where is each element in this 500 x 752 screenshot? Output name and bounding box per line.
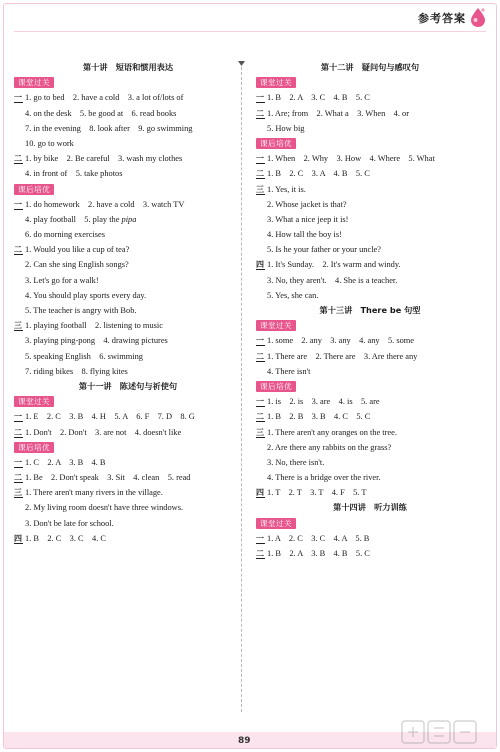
answer-row bbox=[256, 455, 484, 470]
section-tag: 课后培优 bbox=[14, 184, 54, 195]
section-tag: 课堂过关 bbox=[14, 77, 54, 88]
answer-row bbox=[14, 303, 242, 318]
answer-row bbox=[256, 90, 484, 105]
question-number: 一 bbox=[14, 457, 22, 467]
question-number: 一 bbox=[14, 199, 22, 209]
answer-text: 1. Be 2. Don't speak 3. Sit 4. clean 5. read bbox=[25, 473, 191, 483]
answer-text: 2. Can she sing English songs? bbox=[25, 260, 129, 270]
answer-text: 1. Would you like a cup of tea? bbox=[25, 245, 130, 255]
answer-text: 3. Don't be late for school. bbox=[25, 518, 114, 528]
answer-text: 1. B 2. B 3. B 4. C 5. C bbox=[267, 412, 371, 422]
answer-row bbox=[256, 470, 484, 485]
question-number: 一 bbox=[256, 397, 264, 407]
answer-row bbox=[14, 500, 242, 515]
question-number: 一 bbox=[256, 336, 264, 346]
question-number: 四 bbox=[256, 488, 264, 498]
answer-row bbox=[256, 531, 484, 546]
answer-text: 1. B 2. A 3. B 4. B 5. C bbox=[267, 549, 370, 558]
page-header-title: 参考答案 bbox=[418, 12, 466, 25]
answer-text: 1. There aren't many rivers in the village. bbox=[25, 488, 163, 498]
answer-text: 7. riding bikes 8. flying kites bbox=[25, 366, 128, 376]
answer-row bbox=[14, 409, 242, 424]
answer-row bbox=[256, 364, 484, 379]
answer-row bbox=[14, 273, 242, 288]
answer-text: 4. in front of 5. take photos bbox=[25, 169, 123, 179]
answer-row bbox=[256, 485, 484, 500]
question-number: 一 bbox=[14, 93, 22, 103]
answer-text: 1. C 2. A 3. B 4. B bbox=[25, 457, 106, 467]
answer-text: 1. A 2. C 3. C 4. A 5. B bbox=[267, 533, 370, 543]
header-rule bbox=[14, 31, 486, 32]
answer-text: 3. What a nice jeep it is! bbox=[267, 214, 349, 224]
answer-text: 5. The teacher is angry with Bob. bbox=[25, 306, 137, 315]
answer-text: 1. B 2. A 3. C 4. B 5. C bbox=[267, 93, 370, 103]
answer-row bbox=[256, 151, 484, 166]
answer-row bbox=[256, 182, 484, 197]
answer-text: 1. There are 2. There are 3. Are there any bbox=[267, 351, 418, 361]
answer-text: 1. Don't 2. Don't 3. are not 4. doesn't like bbox=[25, 427, 182, 437]
section-tag-row bbox=[256, 379, 484, 394]
question-number: 三 bbox=[14, 488, 22, 498]
question-number: 三 bbox=[14, 321, 22, 331]
answer-text: 2. Whose jacket is that? bbox=[267, 199, 347, 209]
answer-row bbox=[14, 333, 242, 348]
answer-text: 4. You should play sports every day. bbox=[25, 290, 147, 300]
lesson-title: 第十四讲 听力训练 bbox=[333, 502, 407, 513]
section-tag: 课堂过关 bbox=[256, 77, 296, 88]
answer-row bbox=[14, 349, 242, 364]
question-number: 二 bbox=[14, 473, 22, 483]
answer-text: 7. in the evening 8. look after 9. go swimming bbox=[25, 123, 193, 133]
answer-text: 5. Is he your father or your uncle? bbox=[267, 245, 381, 255]
answer-row bbox=[256, 212, 484, 227]
answer-row bbox=[14, 121, 242, 136]
answer-row bbox=[256, 227, 484, 242]
answer-text: 5. speaking English 6. swimming bbox=[25, 351, 143, 361]
section-tag-row bbox=[256, 516, 484, 531]
question-number: 一 bbox=[256, 533, 264, 543]
answer-text: 4. There isn't bbox=[267, 366, 311, 376]
section-tag: 课后培优 bbox=[256, 381, 296, 392]
section-tag-row bbox=[14, 182, 242, 197]
answer-text: 5. How big bbox=[267, 123, 305, 133]
question-number: 二 bbox=[14, 245, 22, 255]
question-number: 四 bbox=[14, 533, 22, 543]
answer-text: 4. on the desk 5. be good at 6. read books bbox=[25, 108, 177, 118]
answer-text: 1. by bike 2. Be careful 3. wash my clothes bbox=[25, 154, 183, 164]
answer-text: 3. No, they aren't. 4. She is a teacher. bbox=[267, 275, 398, 285]
answer-text: 1. go to bed 2. have a cold 3. a lot of/lots of bbox=[25, 93, 184, 103]
answer-text: 1. B 2. C 3. C 4. C bbox=[25, 533, 106, 543]
answer-row bbox=[256, 425, 484, 440]
answer-text: 1. do homework 2. have a cold 3. watch TV bbox=[25, 199, 185, 209]
section-tag: 课堂过关 bbox=[14, 396, 54, 407]
answer-row bbox=[14, 227, 242, 242]
section-tag: 课堂过关 bbox=[256, 320, 296, 331]
answer-text: 1. playing football 2. listening to music bbox=[25, 321, 163, 331]
answer-text: 3. playing ping-pong 4. drawing pictures bbox=[25, 336, 168, 346]
answer-row bbox=[256, 273, 484, 288]
answer-row bbox=[14, 136, 242, 151]
section-tag-row bbox=[14, 75, 242, 90]
answer-text: 1. Yes, it is. bbox=[267, 184, 306, 194]
answer-text: 1. is 2. is 3. are 4. is 5. are bbox=[267, 397, 380, 407]
answer-row bbox=[256, 409, 484, 424]
right-column bbox=[256, 60, 484, 561]
question-number: 二 bbox=[256, 351, 264, 361]
answer-text: 1. some 2. any 3. any 4. any 5. some bbox=[267, 336, 415, 346]
answer-row bbox=[14, 166, 242, 181]
answer-text: 1. T 2. T 3. T 4. F 5. T bbox=[267, 488, 367, 498]
section-tag: 课后培优 bbox=[256, 138, 296, 149]
answer-text: 2. My living room doesn't have three windows. bbox=[25, 503, 184, 513]
question-number: 一 bbox=[256, 154, 264, 164]
answer-row bbox=[14, 212, 242, 227]
left-column bbox=[14, 60, 242, 546]
answer-row bbox=[14, 106, 242, 121]
answer-row bbox=[14, 485, 242, 500]
answer-text: 10. go to work bbox=[25, 138, 74, 148]
lesson-title: 第十一讲 陈述句与祈使句 bbox=[78, 380, 178, 391]
answer-text: 1. There aren't any oranges on the tree. bbox=[267, 427, 397, 437]
answer-row bbox=[14, 455, 242, 470]
lesson-title: 第十讲 短语和惯用表达 bbox=[82, 62, 174, 72]
answer-row bbox=[14, 470, 242, 485]
answer-row bbox=[256, 546, 484, 561]
lesson-title: 第十三讲 There be 句型 bbox=[319, 305, 421, 315]
section-tag: 课堂过关 bbox=[256, 518, 296, 529]
answer-row bbox=[256, 349, 484, 364]
section-tag: 课后培优 bbox=[14, 442, 54, 453]
lesson-title: 第十二讲 疑问句与感叹句 bbox=[320, 62, 420, 72]
answer-row bbox=[14, 364, 242, 379]
answer-text: 4. How tall the boy is! bbox=[267, 230, 342, 240]
page-number: 89 bbox=[238, 736, 251, 746]
answer-row bbox=[256, 121, 484, 136]
section-tag-row bbox=[14, 394, 242, 409]
answer-row bbox=[256, 257, 484, 272]
answer-text: 6. do morning exercises bbox=[25, 230, 106, 240]
pink-drop-icon bbox=[468, 6, 488, 28]
answer-text: 3. Let's go for a walk! bbox=[25, 275, 99, 285]
answer-row bbox=[14, 288, 242, 303]
question-number: 四 bbox=[256, 260, 264, 270]
answer-text: 5. Yes, she can. bbox=[267, 290, 319, 300]
answer-row bbox=[14, 425, 242, 440]
question-number: 一 bbox=[256, 93, 264, 103]
answer-text: 1. When 2. Why 3. How 4. Where 5. What bbox=[267, 154, 435, 164]
question-number: 三 bbox=[256, 427, 264, 437]
question-number: 二 bbox=[256, 412, 264, 422]
watermark-logo-icon bbox=[400, 718, 492, 746]
answer-text: 1. It's Sunday. 2. It's warm and windy. bbox=[267, 260, 401, 270]
question-number: 二 bbox=[256, 108, 264, 118]
answer-text: 1. Are; from 2. What a 3. When 4. or bbox=[267, 108, 410, 118]
question-number: 二 bbox=[14, 427, 22, 437]
answer-text: 4. There is a bridge over the river. bbox=[267, 473, 381, 483]
section-tag-row bbox=[256, 318, 484, 333]
italic-term: pipa bbox=[121, 214, 137, 224]
question-number: 三 bbox=[256, 184, 264, 194]
answer-row bbox=[14, 318, 242, 333]
answer-row bbox=[14, 531, 242, 546]
answer-row bbox=[14, 90, 242, 105]
answer-text: 4. play football 5. play the pipa bbox=[25, 214, 137, 224]
question-number: 二 bbox=[14, 154, 22, 164]
answer-row bbox=[256, 288, 484, 303]
answer-row bbox=[256, 197, 484, 212]
section-tag-row bbox=[256, 75, 484, 90]
answer-row bbox=[14, 242, 242, 257]
answer-text: 1. E 2. C 3. B 4. H 5. A 6. F 7. D 8. G bbox=[25, 412, 195, 422]
answer-row bbox=[14, 516, 242, 531]
answer-text: 1. B 2. C 3. A 4. B 5. C bbox=[267, 169, 370, 179]
answer-row bbox=[256, 333, 484, 348]
answer-row bbox=[14, 257, 242, 272]
answer-row bbox=[256, 106, 484, 121]
question-number: 二 bbox=[256, 169, 264, 179]
section-tag-row bbox=[256, 136, 484, 151]
answer-row bbox=[256, 166, 484, 181]
answer-row bbox=[256, 394, 484, 409]
answer-row bbox=[256, 242, 484, 257]
section-tag-row bbox=[14, 440, 242, 455]
question-number: 二 bbox=[256, 549, 264, 558]
answer-row bbox=[256, 440, 484, 455]
question-number: 一 bbox=[14, 412, 22, 422]
answer-text: 2. Are there any rabbits on the grass? bbox=[267, 442, 392, 452]
answer-row bbox=[14, 151, 242, 166]
answer-text: 3. No, there isn't. bbox=[267, 457, 325, 467]
answer-row bbox=[14, 197, 242, 212]
